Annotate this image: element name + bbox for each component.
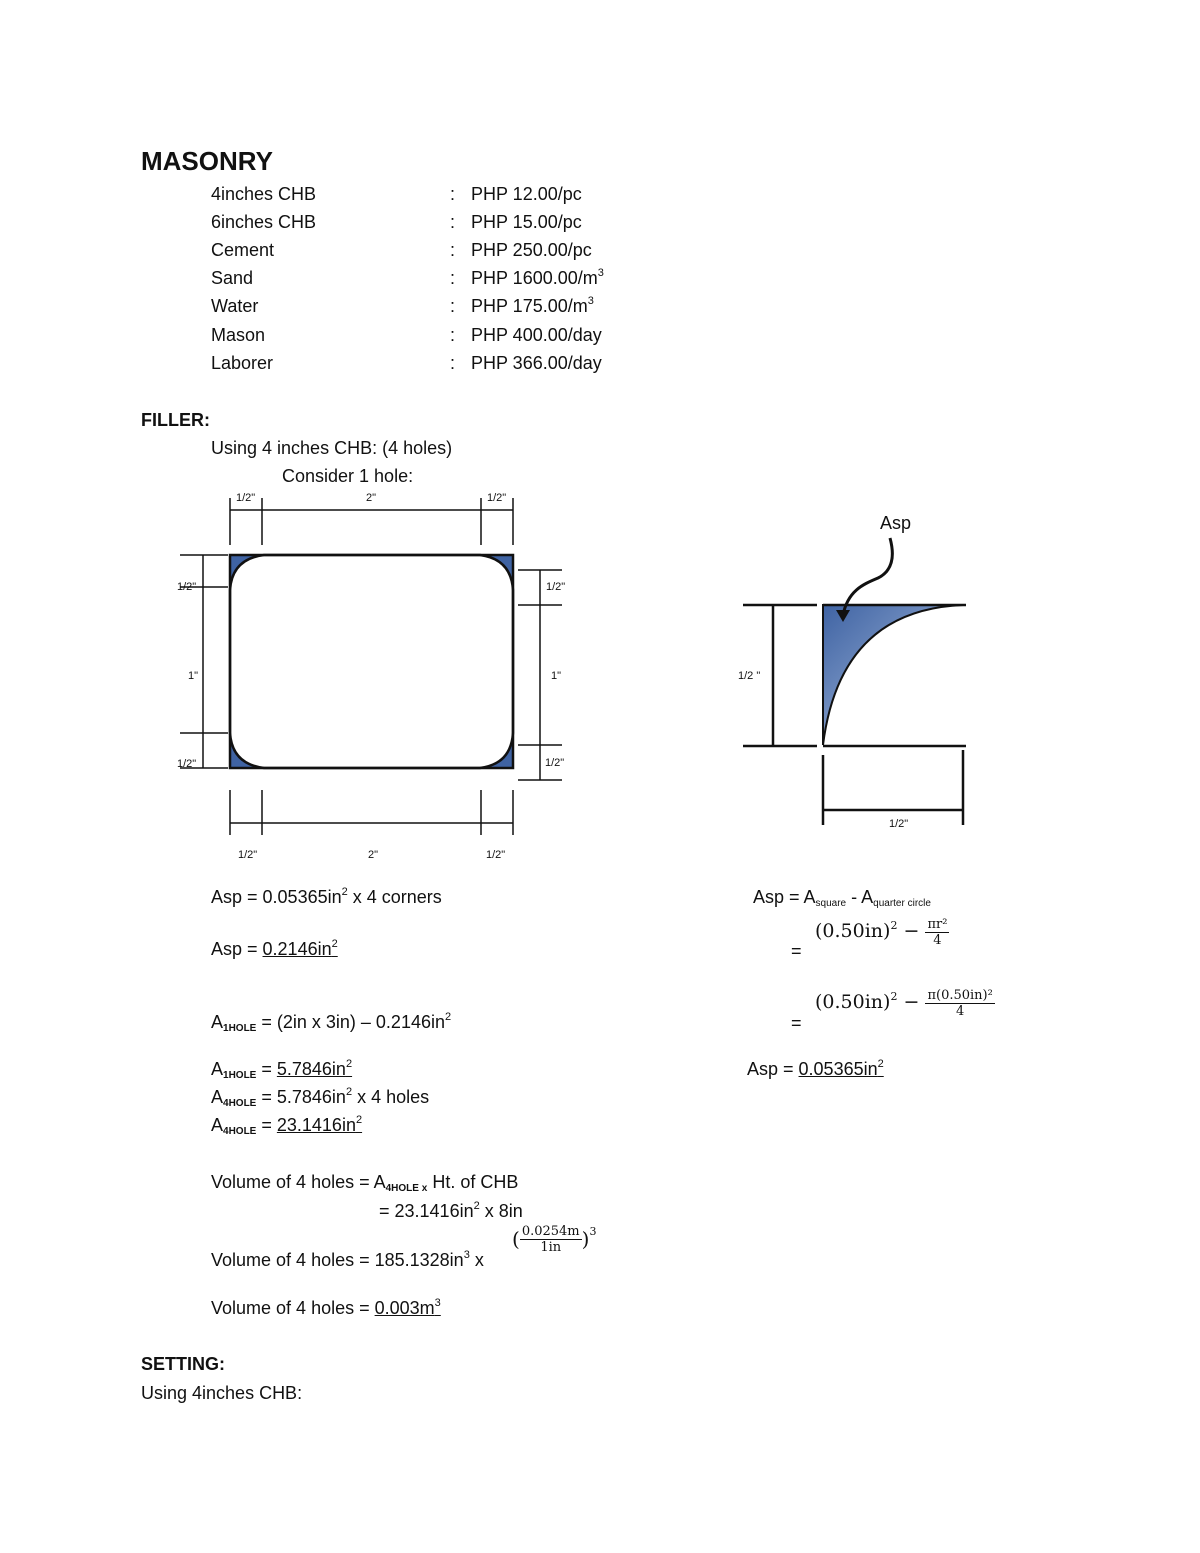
calc-asp-definition	[753, 886, 931, 908]
calc-result-value: 5.7846in	[276, 1059, 346, 1079]
fraction-denominator: 4	[933, 932, 942, 948]
price-value: PHP 400.00/day	[471, 325, 602, 345]
calc-result	[277, 1115, 362, 1135]
calc-volume-conversion	[211, 1249, 484, 1271]
dim-left-top: 1/2"	[177, 581, 197, 593]
subscript: 4HOLE	[223, 1098, 257, 1109]
calc-result	[375, 1298, 441, 1318]
asp-label: Asp	[880, 513, 912, 533]
exponent: 3	[434, 1297, 441, 1309]
price-value: PHP 12.00/pc	[471, 184, 582, 204]
price-item: 4inches CHB	[211, 184, 317, 204]
subscript: quarter circle	[873, 898, 931, 909]
calc-text: x	[469, 1250, 484, 1270]
conversion-fraction	[520, 1224, 582, 1255]
asp-dim-left: 1/2 "	[738, 670, 761, 682]
calc-text: A	[211, 1115, 224, 1135]
price-value: PHP 366.00/day	[471, 353, 602, 373]
subscript: 1HOLE	[223, 1070, 257, 1081]
calc-result	[277, 1059, 352, 1079]
calc-text: = 23.1416in	[379, 1201, 474, 1221]
calc-text: =	[256, 1059, 277, 1079]
exponent: 2	[890, 919, 898, 932]
price-sep: :	[450, 184, 456, 204]
exponent: 3	[589, 1225, 597, 1238]
calc-text: = 5.7846in	[256, 1087, 346, 1107]
calc-asp-result	[747, 1058, 884, 1080]
fraction-numerator: π(0.50in)²	[927, 987, 993, 1003]
eq-sign: =	[791, 941, 802, 961]
dim-bottom-middle: 2"	[368, 849, 379, 861]
conversion-factor	[512, 1224, 596, 1255]
calc-result-value: 0.05365in	[798, 1059, 878, 1079]
dim-bottom-left: 1/2"	[238, 849, 258, 861]
fraction-numerator: 0.0254m	[521, 1224, 580, 1239]
dim-top-right: 1/2"	[487, 492, 507, 504]
price-item: Mason	[211, 325, 266, 345]
subscript: 4HOLE x	[385, 1183, 428, 1194]
dim-left-bottom: 1/2"	[177, 758, 197, 770]
dim-top-left: 1/2"	[236, 492, 256, 504]
dim-right-top: 1/2"	[546, 581, 566, 593]
asp-diagram	[0, 0, 1000, 840]
calc-asp-step1	[815, 914, 949, 948]
calc-a4hole-result	[211, 1114, 362, 1136]
calc-a4hole-formula	[211, 1086, 429, 1108]
math-term: (0.50in)	[815, 991, 891, 1013]
math-term: (0.50in)	[815, 920, 891, 942]
price-sep: :	[450, 268, 456, 288]
exponent: 3	[463, 1249, 470, 1261]
price-item: Sand	[211, 268, 254, 288]
price-sep: :	[450, 212, 456, 232]
calc-text: =	[256, 1115, 277, 1135]
asp-pointer-arrow	[843, 538, 892, 615]
exponent: 2	[877, 1058, 884, 1070]
setting-using: Using 4inches CHB:	[141, 1383, 303, 1403]
dim-bottom-right: 1/2"	[486, 849, 506, 861]
price-value: PHP 15.00/pc	[471, 212, 582, 232]
heading-setting: SETTING:	[141, 1354, 225, 1374]
dim-right-bottom: 1/2"	[545, 757, 565, 769]
calc-text: Asp =	[211, 939, 263, 959]
exponent: 2	[355, 1114, 363, 1126]
calc-text: = (2in x 3in) – 0.2146in	[256, 1012, 445, 1032]
calc-text: Volume of 4 holes = A	[211, 1172, 386, 1192]
calc-asp-total	[211, 938, 338, 960]
calc-result-value: 23.1416in	[276, 1115, 356, 1135]
calc-volume-formula	[211, 1171, 518, 1193]
heading-filler: FILLER:	[141, 410, 210, 430]
fraction-denominator: 1in	[540, 1240, 562, 1255]
subscript: 1HOLE	[223, 1023, 257, 1034]
math-operator: −	[897, 920, 926, 942]
dim-right-middle: 1"	[551, 670, 562, 682]
calc-text: Asp =	[747, 1059, 799, 1079]
price-value-text: PHP 1600.00/m	[471, 268, 598, 288]
price-sep: :	[450, 240, 456, 260]
calc-text: A	[211, 1059, 224, 1079]
exponent: 2	[890, 990, 898, 1003]
calc-text: A	[211, 1012, 224, 1032]
fraction-denominator: 4	[956, 1003, 965, 1019]
paren-open: (	[512, 1227, 520, 1251]
exponent: 2	[444, 1011, 452, 1023]
calc-result-value: 0.003m	[374, 1298, 435, 1318]
exponent: 2	[341, 886, 348, 898]
calc-text: A	[211, 1087, 224, 1107]
subscript: 4HOLE	[223, 1126, 257, 1137]
eq-sign: =	[791, 1013, 802, 1033]
calc-text: x 4 corners	[347, 887, 442, 907]
calc-text: Asp = 0.05365in	[211, 887, 342, 907]
calc-result-value: 0.2146in	[262, 939, 332, 959]
calc-result	[263, 939, 338, 959]
calc-asp-step2	[815, 985, 995, 1019]
calc-text: Volume of 4 holes =	[211, 1298, 375, 1318]
subscript: square	[815, 898, 847, 909]
exponent: 2	[345, 1086, 353, 1098]
exponent: 2	[473, 1200, 480, 1212]
price-unit-exponent: 3	[587, 295, 594, 307]
math-operator: −	[897, 991, 926, 1013]
calc-result	[799, 1059, 884, 1079]
calc-volume-result	[211, 1297, 441, 1319]
calc-text: Volume of 4 holes = 185.1328in	[211, 1250, 464, 1270]
calc-text: - A	[846, 887, 874, 907]
filler-using: Using 4 inches CHB: (4 holes)	[211, 438, 453, 458]
exponent: 2	[331, 938, 338, 950]
price-sep: :	[450, 353, 456, 373]
paren-close: )	[581, 1227, 590, 1251]
price-item: 6inches CHB	[211, 212, 317, 232]
calc-text: Asp = A	[753, 887, 816, 907]
price-value-text: PHP 175.00/m	[471, 296, 588, 316]
calc-a1hole-formula	[211, 1011, 451, 1033]
asp-dim-bottom: 1/2"	[889, 818, 909, 830]
price-item: Laborer	[211, 353, 274, 373]
price-item: Water	[211, 296, 259, 316]
price-sep: :	[450, 296, 456, 316]
fraction-numerator: πr²	[927, 916, 948, 932]
heading-masonry: MASONRY	[141, 146, 273, 176]
price-item: Cement	[211, 240, 275, 260]
calc-volume-substitution	[379, 1200, 523, 1222]
dim-top-middle: 2"	[366, 492, 377, 504]
price-unit-exponent: 3	[597, 267, 604, 279]
calc-text: x 4 holes	[352, 1087, 430, 1107]
calc-asp-corners	[211, 886, 442, 908]
asp-shaded-area	[823, 605, 963, 745]
dim-left-middle: 1"	[188, 670, 199, 682]
price-sep: :	[450, 325, 456, 345]
price-value: PHP 250.00/pc	[471, 240, 592, 260]
calc-text: Ht. of CHB	[427, 1172, 519, 1192]
fraction	[925, 988, 994, 1019]
fraction	[925, 917, 949, 948]
calc-a1hole-result	[211, 1058, 352, 1080]
filler-consider: Consider 1 hole:	[282, 466, 414, 486]
calc-text: x 8in	[479, 1201, 523, 1221]
exponent: 2	[345, 1058, 353, 1070]
